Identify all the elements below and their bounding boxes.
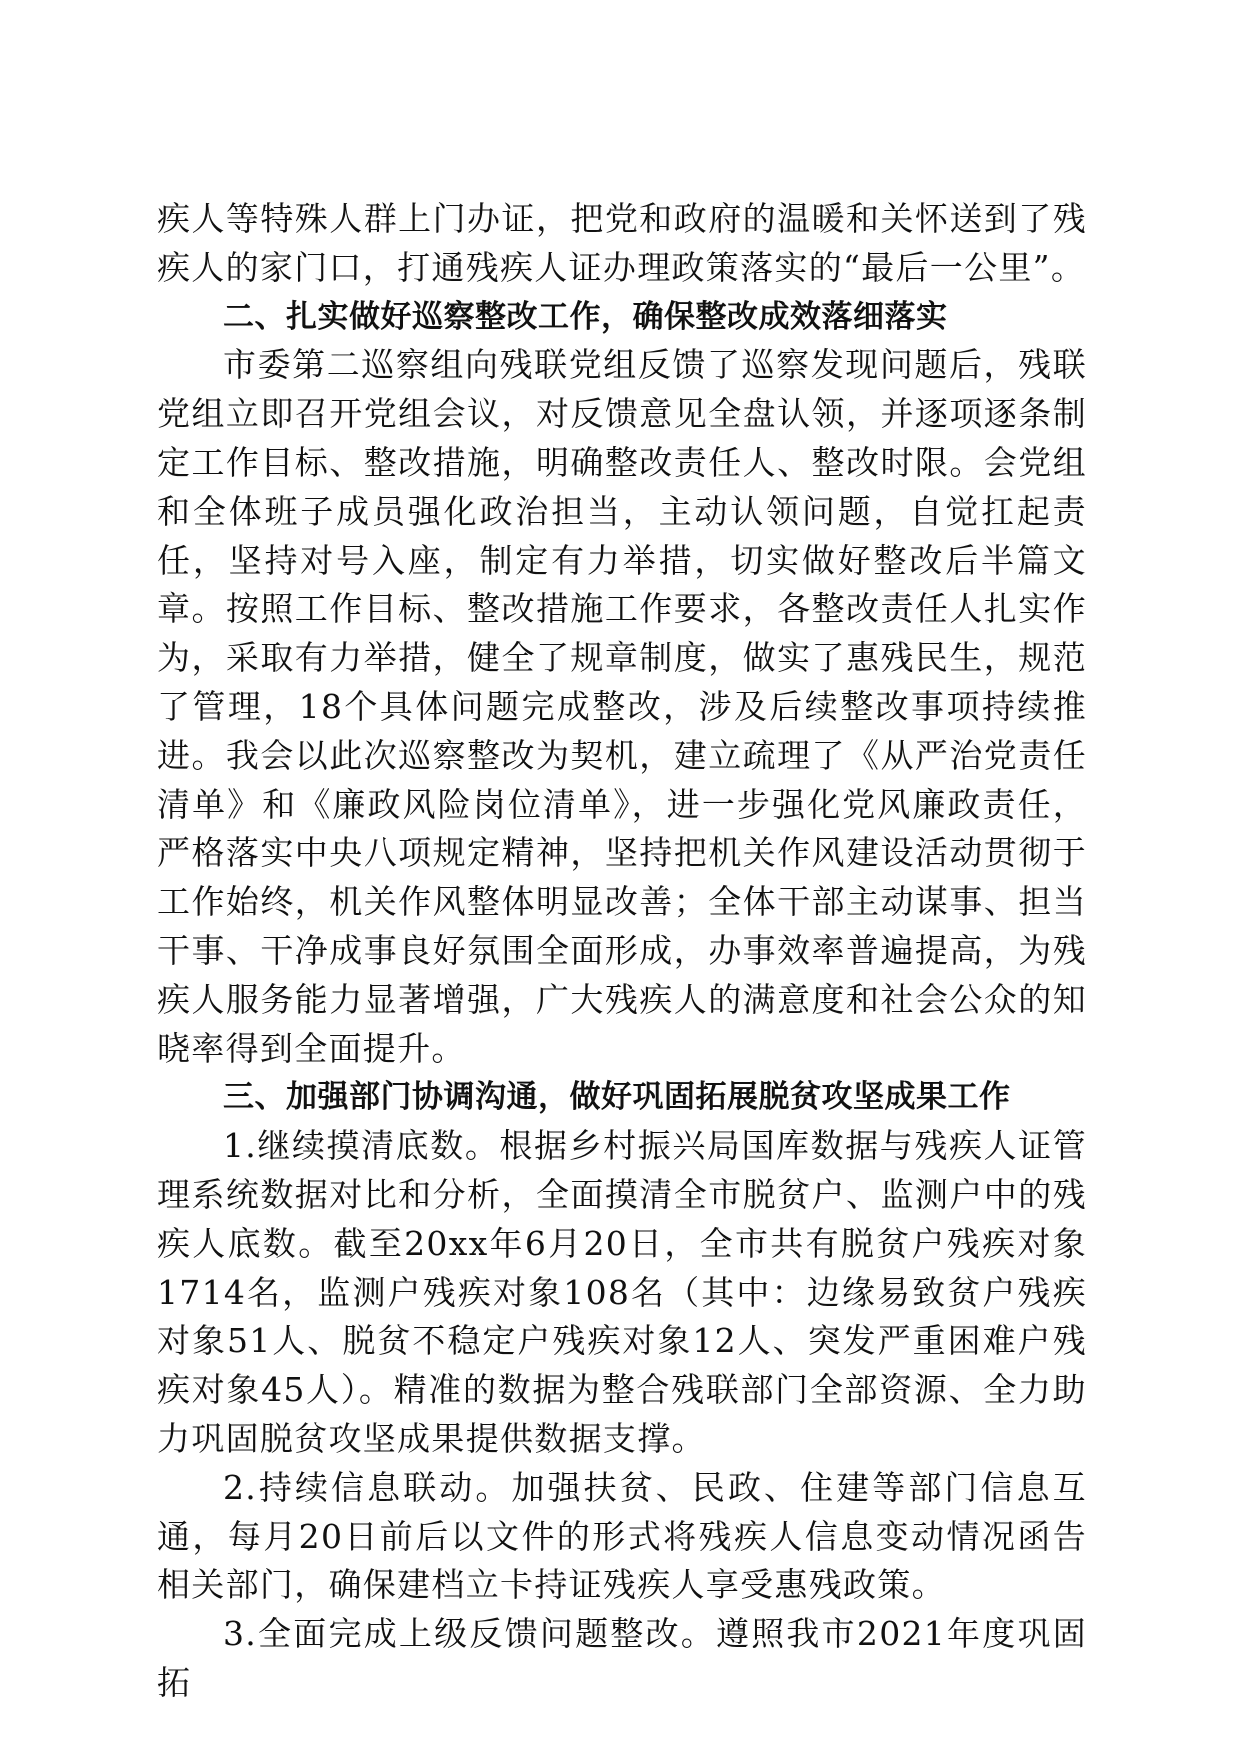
section-heading-2: 二、扎实做好巡察整改工作，确保整改成效落细落实 [223, 298, 948, 335]
section-heading-3: 三、加强部门协调沟通，做好巩固拓展脱贫攻坚成果工作 [223, 1079, 1011, 1116]
paragraph-item-1: 1.继续摸清底数。根据乡村振兴局国库数据与残疾人证管理系统数据对比和分析，全面摸清全市脱贫户、监测户中的残疾人底数。截至20xx年6月20日，全市共有脱贫户残疾对象1714名，监测户残疾对象108名（其中：边缘易致贫户残疾对象51人、脱贫不稳定户残疾对象12人、突发严重困难户残疾对象45人）。精准的数据为整合残联部门全部资源、全力助力巩固脱贫攻坚成果提供数据支撑。 [157, 1126, 1087, 1458]
paragraph-item-3: 3.全面完成上级反馈问题整改。遵照我市2021年度巩固拓 [157, 1614, 1087, 1702]
document-body [157, 195, 1087, 1708]
continuation-paragraph: 疾人等特殊人群上门办证，把党和政府的温暖和关怀送到了残疾人的家门口，打通残疾人证办理政策落实的“最后一公里”。 [157, 199, 1087, 287]
paragraph-item-2: 2.持续信息联动。加强扶贫、民政、住建等部门信息互通，每月20日前后以文件的形式将残疾人信息变动情况函告相关部门，确保建档立卡持证残疾人享受惠残政策。 [157, 1467, 1087, 1605]
paragraph-rectification: 市委第二巡察组向残联党组反馈了巡察发现问题后，残联党组立即召开党组会议，对反馈意见全盘认领，并逐项逐条制定工作目标、整改措施，明确整改责任人、整改时限。会党组和全体班子成员强化政治担当，主动认领问题，自觉扛起责任，坚持对号入座，制定有力举措，切实做好整改后半篇文章。按照工作目标、整改措施工作要求，各整改责任人扎实作为，采取有力举措，健全了规章制度，做实了惠残民生，规范了管理，18个具体问题完成整改，涉及后续整改事项持续推进。我会以此次巡察整改为契机，建立疏理了《从严治党责任清单》和《廉政风险岗位清单》，进一步强化党风廉政责任，严格落实中央八项规定精神，坚持把机关作风建设活动贯彻于工作始终，机关作风整体明显改善；全体干部主动谋事、担当干事、干净成事良好氛围全面形成，办事效率普遍提高，为残疾人服务能力显著增强，广大残疾人的满意度和社会公众的知晓率得到全面提升。 [157, 345, 1087, 1068]
